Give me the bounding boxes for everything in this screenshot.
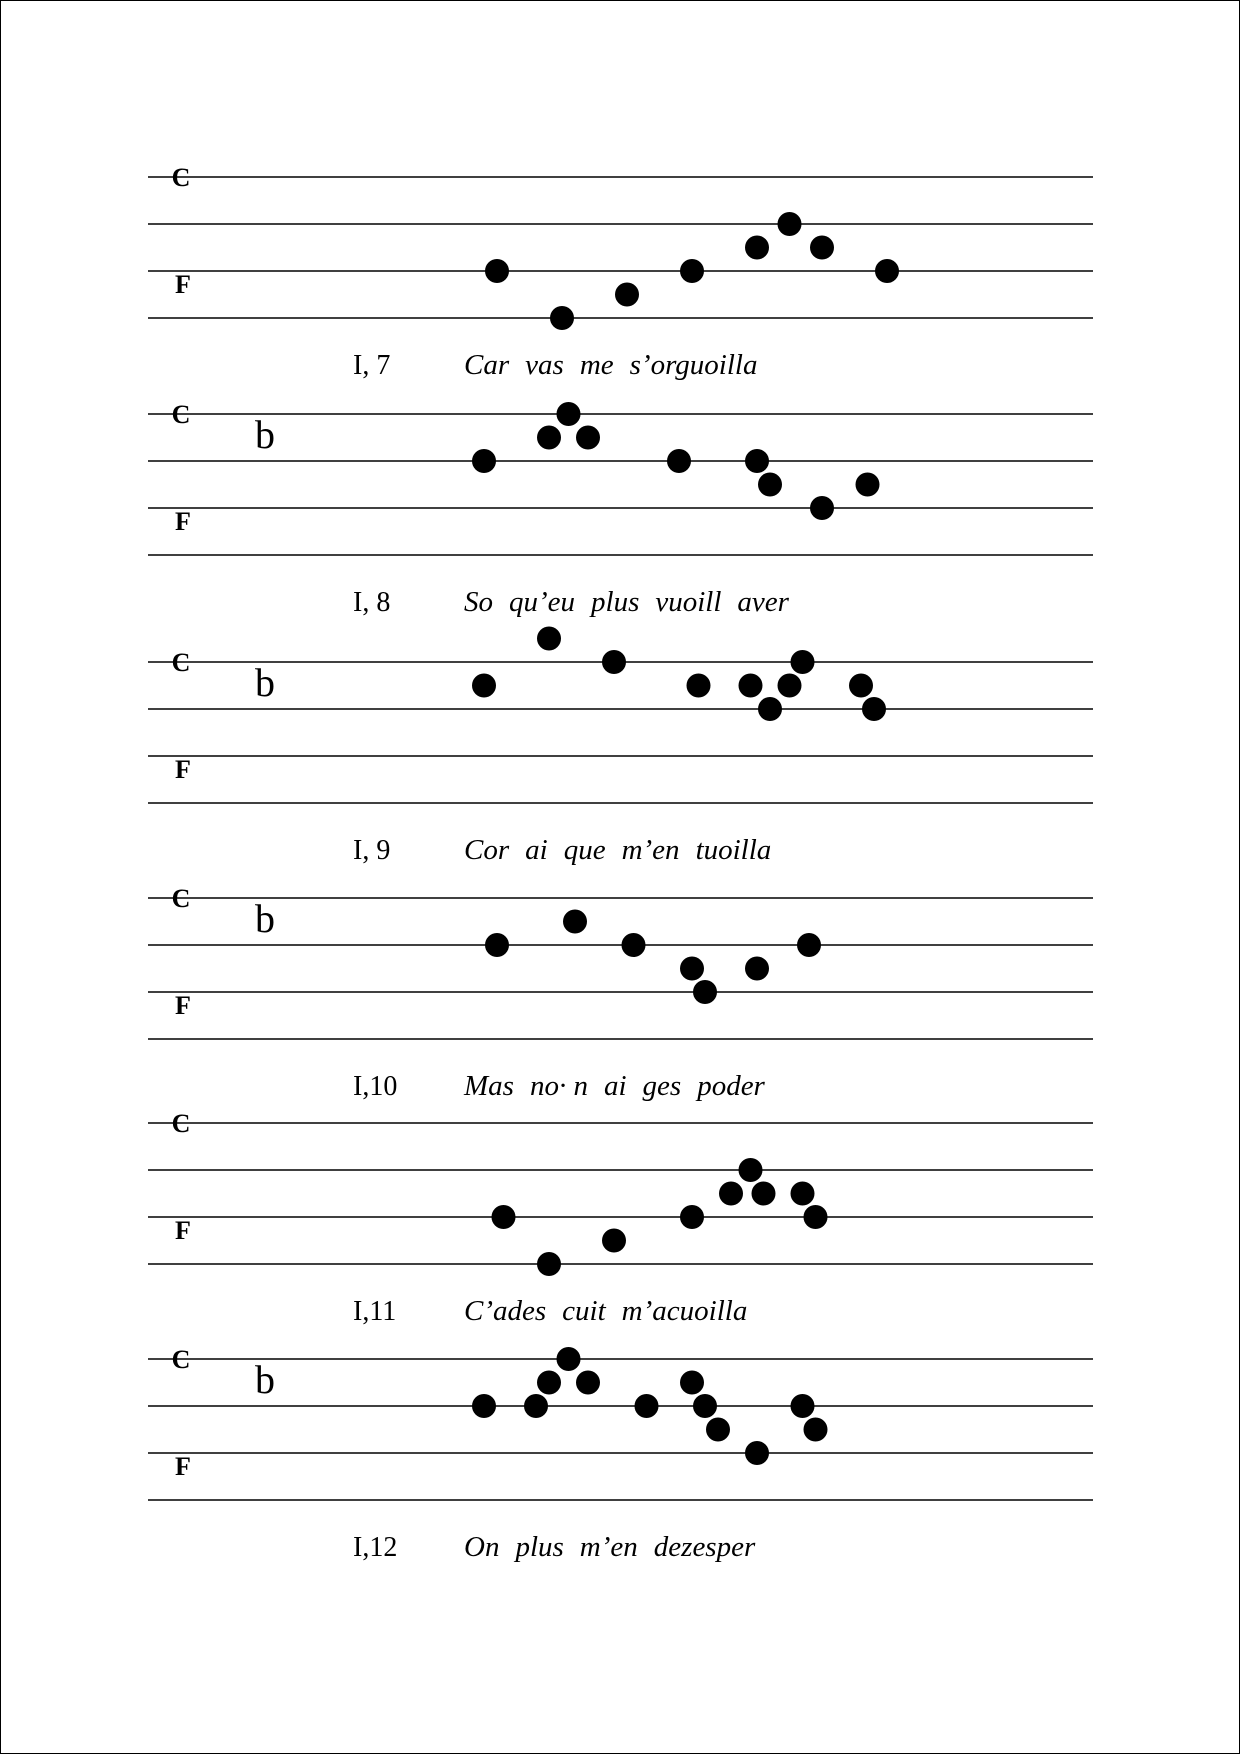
lyric-word: vas: [525, 349, 564, 381]
staff-system-6: [148, 1345, 1093, 1563]
lyric-word: C’ades: [464, 1295, 547, 1327]
lyric-word: poder: [697, 1070, 765, 1102]
lyric-word: me: [579, 349, 614, 381]
note-head: [791, 650, 815, 674]
note-head: [622, 933, 646, 957]
note-head: [485, 259, 509, 283]
note-head: [472, 674, 496, 698]
note-head: [537, 1371, 561, 1395]
lyric-word: aver: [737, 586, 789, 618]
note-head: [849, 674, 873, 698]
note-head: [745, 1441, 769, 1465]
note-head: [791, 1394, 815, 1418]
lyric-word: Cor: [464, 834, 510, 866]
c-clef: C: [171, 1109, 191, 1138]
line-reference: I, 9: [353, 835, 391, 866]
note-head: [557, 402, 581, 426]
f-clef: F: [175, 1452, 191, 1481]
lyric-line: [464, 1531, 756, 1563]
lyric-word: tuoilla: [695, 834, 772, 866]
note-head: [576, 426, 600, 450]
lyric-line: [464, 349, 757, 381]
lyric-word: plus: [515, 1531, 564, 1563]
f-clef: F: [175, 991, 191, 1020]
note-head: [635, 1394, 659, 1418]
note-head: [804, 1418, 828, 1442]
lyric-word: m’acuoilla: [621, 1295, 748, 1327]
note-head: [739, 674, 763, 698]
note-head: [602, 650, 626, 674]
lyric-word: Car: [464, 349, 510, 381]
staff-system-5: [148, 1109, 1093, 1327]
f-clef: F: [175, 507, 191, 536]
flat-sign: b: [255, 896, 275, 941]
note-head: [472, 449, 496, 473]
note-head: [557, 1347, 581, 1371]
note-head: [752, 1182, 776, 1206]
note-head: [856, 473, 880, 497]
lyric-word: s’orguoilla: [629, 349, 758, 381]
staff-system-1: [148, 163, 1093, 381]
note-head: [680, 1205, 704, 1229]
note-head: [524, 1394, 548, 1418]
lyric-line: [464, 1295, 747, 1327]
line-reference: I,11: [353, 1296, 397, 1327]
lyric-word: m’en: [621, 834, 680, 866]
note-head: [680, 259, 704, 283]
lyric-word: no· n: [529, 1070, 588, 1102]
lyric-word: On: [464, 1531, 500, 1563]
c-clef: C: [171, 648, 191, 677]
note-head: [537, 426, 561, 450]
lyric-word: Mas: [464, 1070, 514, 1102]
note-head: [810, 496, 834, 520]
note-head: [680, 957, 704, 981]
note-head: [758, 697, 782, 721]
lyric-word: ai: [525, 834, 548, 866]
line-reference: I, 7: [353, 350, 391, 381]
lyric-word: dezesper: [653, 1531, 756, 1563]
lyric-word: vuoill: [655, 586, 722, 618]
line-reference: I,12: [353, 1532, 398, 1563]
lyric-word: m’en: [579, 1531, 638, 1563]
note-head: [745, 236, 769, 260]
note-head: [667, 449, 691, 473]
lyric-word: qu’eu: [509, 586, 576, 618]
staff-system-4: [148, 884, 1093, 1102]
note-head: [875, 259, 899, 283]
c-clef: C: [171, 884, 191, 913]
f-clef: F: [175, 755, 191, 784]
lyric-line: [464, 586, 790, 618]
lyric-word: plus: [591, 586, 640, 618]
note-head: [693, 1394, 717, 1418]
note-head: [745, 957, 769, 981]
note-head: [719, 1182, 743, 1206]
note-head: [758, 473, 782, 497]
note-head: [778, 212, 802, 236]
note-head: [602, 1229, 626, 1253]
note-head: [778, 674, 802, 698]
note-head: [797, 933, 821, 957]
note-head: [680, 1371, 704, 1395]
lyric-word: que: [563, 834, 606, 866]
note-head: [693, 980, 717, 1004]
line-reference: I, 8: [353, 587, 391, 618]
note-head: [745, 449, 769, 473]
note-head: [810, 236, 834, 260]
note-head: [739, 1158, 763, 1182]
note-head: [687, 674, 711, 698]
flat-sign: b: [255, 412, 275, 457]
lyric-word: cuit: [562, 1295, 606, 1327]
note-head: [791, 1182, 815, 1206]
note-head: [804, 1205, 828, 1229]
c-clef: C: [171, 400, 191, 429]
note-head: [862, 697, 886, 721]
note-head: [706, 1418, 730, 1442]
f-clef: F: [175, 270, 191, 299]
line-reference: I,10: [353, 1071, 398, 1102]
flat-sign: b: [255, 1357, 275, 1402]
flat-sign: b: [255, 660, 275, 705]
note-head: [472, 1394, 496, 1418]
note-head: [485, 933, 509, 957]
lyric-word: So: [464, 586, 493, 618]
c-clef: C: [171, 163, 191, 192]
lyric-line: [464, 834, 771, 866]
note-head: [563, 910, 587, 934]
note-head: [576, 1371, 600, 1395]
note-head: [492, 1205, 516, 1229]
c-clef: C: [171, 1345, 191, 1374]
note-head: [615, 283, 639, 307]
staff-system-3: [148, 627, 1093, 867]
lyric-word: ai: [603, 1070, 627, 1102]
f-clef: F: [175, 1216, 191, 1245]
note-head: [537, 627, 561, 651]
lyric-line: [463, 1070, 766, 1102]
note-head: [550, 306, 574, 330]
note-head: [537, 1252, 561, 1276]
lyric-word: ges: [642, 1070, 682, 1102]
staff-system-2: [148, 400, 1093, 618]
